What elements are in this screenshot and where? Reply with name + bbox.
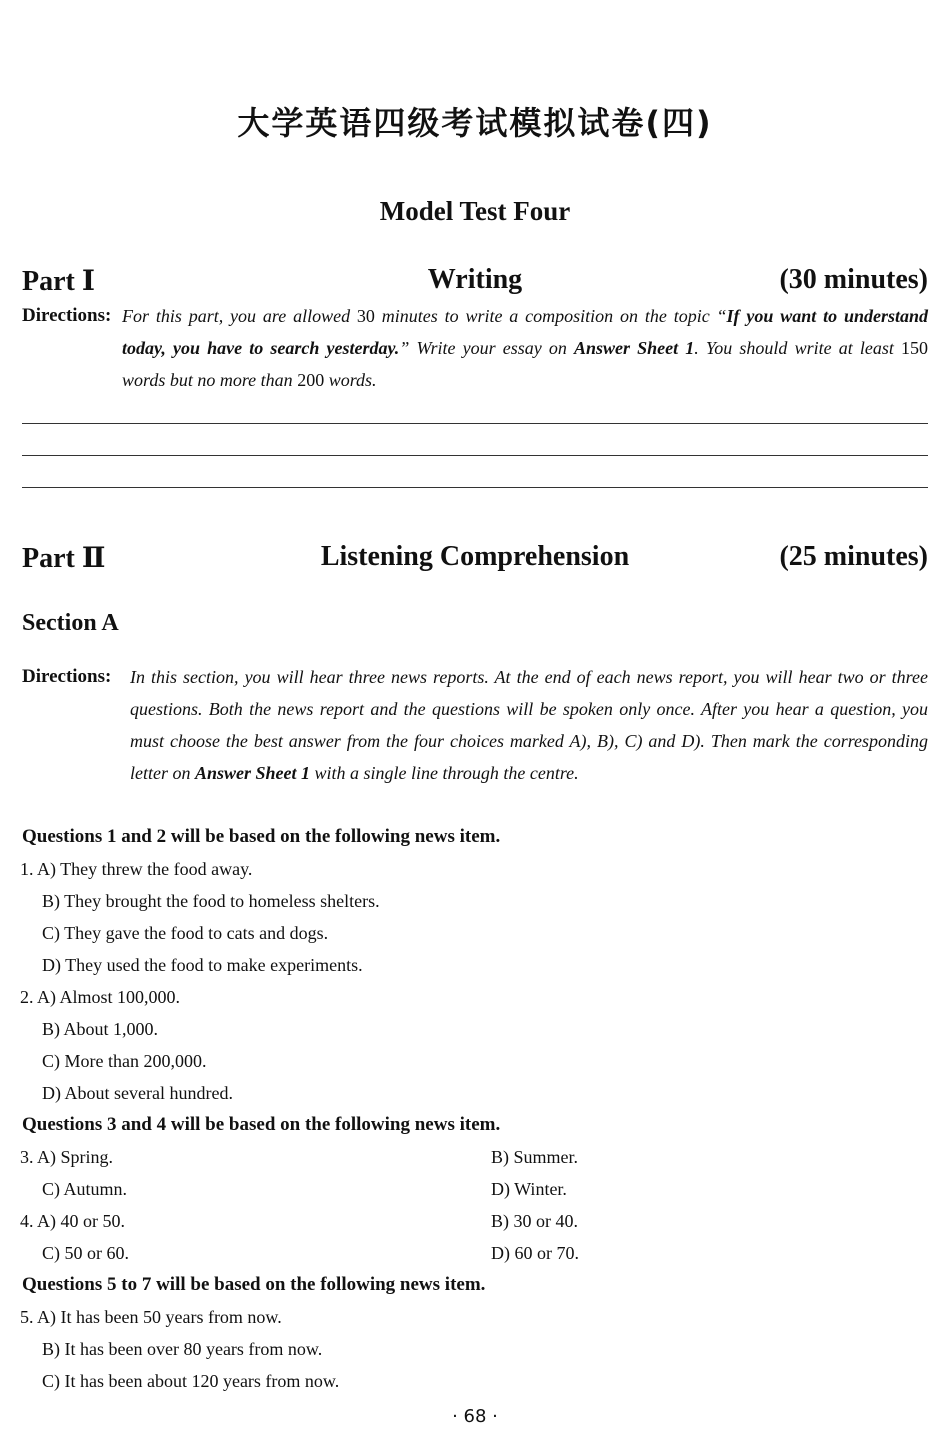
part-2-directions-text: [130, 661, 928, 789]
choice-letter: A): [569, 731, 587, 751]
dir-number: 30: [356, 306, 375, 326]
question-4-option-b: B) 30 or 40.: [491, 1211, 578, 1231]
dir-text-segment: ,: [586, 731, 597, 751]
dir-text-segment: . Then mark the corresponding letter on: [130, 731, 929, 783]
dir-text-segment: ,: [614, 731, 625, 751]
essay-topic: If you want to understand today, you have to search yesterday.: [122, 306, 928, 358]
part-1-header: [22, 264, 928, 300]
choice-letter: D): [681, 731, 701, 751]
question-1-option-a: 1. A) They threw the food away.: [20, 859, 253, 879]
dir-text-segment: For this part, you are allowed: [122, 306, 357, 326]
question-2-option-b: B) About 1,000.: [42, 1019, 159, 1039]
part-2-directions-label: Directions:: [22, 666, 112, 687]
question-3-option-c: C) Autumn.: [42, 1179, 128, 1199]
answer-sheet-ref: Answer Sheet 1: [195, 763, 311, 783]
dir-text-segment: minutes to write a composition on the topic “: [374, 306, 727, 326]
question-1-option-b: B) They brought the food to homeless shelters.: [42, 891, 380, 911]
question-group-heading: Questions 3 and 4 will be based on the following news item.: [22, 1114, 501, 1135]
dir-text-segment: . You should write at least: [694, 338, 901, 358]
question-4-option-a: 4. A) 40 or 50.: [20, 1211, 125, 1231]
question-2-option-a: 2. A) Almost 100,000.: [20, 987, 181, 1007]
question-2-option-d: D) About several hundred.: [42, 1083, 233, 1103]
writing-line: [22, 487, 928, 488]
question-3-option-d: D) Winter.: [491, 1179, 567, 1199]
dir-number: 150: [900, 338, 928, 358]
question-5-option-b: B) It has been over 80 years from now.: [42, 1339, 323, 1359]
question-4-option-d: D) 60 or 70.: [491, 1243, 579, 1263]
part-2-header: [22, 541, 928, 577]
choice-letter: C): [624, 731, 643, 751]
question-group-heading: Questions 5 to 7 will be based on the following news item.: [22, 1274, 486, 1295]
answer-sheet-ref: Answer Sheet 1: [574, 338, 695, 358]
page-title-chinese: 大学英语四级考试模拟试卷(四): [237, 104, 713, 142]
part-1-directions-text: [122, 300, 928, 396]
question-3-option-b: B) Summer.: [491, 1147, 579, 1167]
part-1-directions-label: Directions:: [22, 305, 112, 326]
question-4-option-c: C) 50 or 60.: [42, 1243, 129, 1263]
dir-text-segment: words but no more than: [122, 370, 298, 390]
part-1-label: Part Ⅰ: [22, 266, 95, 297]
section-a-heading: Section A: [22, 610, 119, 636]
question-1-option-c: C) They gave the food to cats and dogs.: [42, 923, 329, 943]
question-1-option-d: D) They used the food to make experiments.: [42, 955, 363, 975]
question-5-option-c: C) It has been about 120 years from now.: [42, 1371, 340, 1391]
page-subtitle: Model Test Four: [379, 196, 571, 226]
dir-number: 200: [297, 370, 325, 390]
writing-line: [22, 423, 928, 424]
dir-text-segment: and: [642, 731, 682, 751]
part-2-name: Listening Comprehension: [320, 541, 630, 572]
dir-text-segment: In this section, you will hear three news reports. At the end of each news report, you will hear two or three questions. Both the news report and the questions will be spoken only once. After you hear a question, you must choose the best answer from the four choices marked: [130, 667, 928, 751]
page-number: · 68 ·: [452, 1406, 498, 1427]
part-2-time: (25 minutes): [779, 541, 928, 572]
writing-line: [22, 455, 928, 456]
question-5-option-a: 5. A) It has been 50 years from now.: [20, 1307, 282, 1327]
part-2-label: Part Ⅱ: [22, 543, 106, 574]
dir-text-segment: with a single line through the centre.: [310, 763, 579, 783]
part-1-name: Writing: [427, 264, 523, 295]
choice-letter: B): [597, 731, 614, 751]
question-group-heading: Questions 1 and 2 will be based on the following news item.: [22, 826, 501, 847]
dir-text-segment: words.: [324, 370, 377, 390]
question-3-option-a: 3. A) Spring.: [20, 1147, 114, 1167]
part-1-time: (30 minutes): [779, 264, 928, 295]
question-2-option-c: C) More than 200,000.: [42, 1051, 207, 1071]
dir-text-segment: ” Write your essay on: [399, 338, 574, 358]
